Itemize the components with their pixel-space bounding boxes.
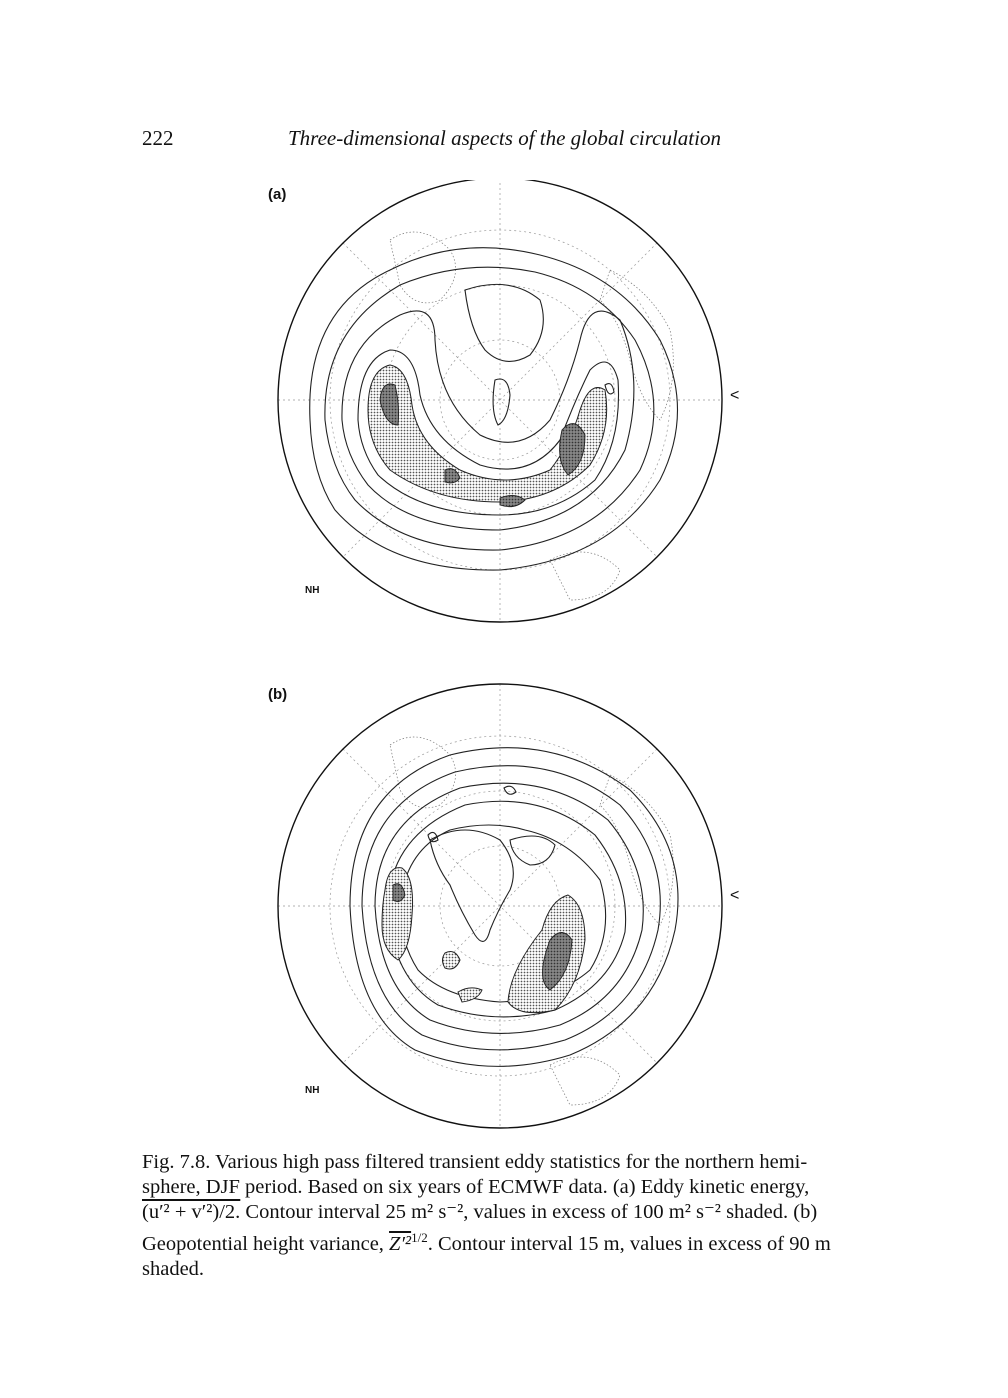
page-number: 222 bbox=[142, 126, 174, 150]
caption-line-5: shaded. bbox=[142, 1257, 205, 1280]
panel-label-b: (b) bbox=[268, 686, 288, 703]
caption-line-4 bbox=[142, 1225, 866, 1257]
variance-exponent: 1/2 bbox=[411, 1230, 428, 1245]
caption-line-1: Fig. 7.8. Various high pass filtered transient eddy statistics for the northern hemi- bbox=[142, 1151, 808, 1173]
shaded-regions-a bbox=[368, 365, 607, 507]
marker-a: < bbox=[730, 387, 740, 404]
eke-formula: (u′² + v′²)/2. bbox=[142, 1201, 241, 1223]
map-graticule-b bbox=[278, 684, 722, 1128]
map-graticule-a bbox=[278, 180, 722, 622]
caption-line-2: sphere, DJF period. Based on six years of ECMWF data. (a) Eddy kinetic energy, bbox=[142, 1176, 810, 1198]
caption-line-3 bbox=[142, 1200, 866, 1225]
variance-formula: Z′² bbox=[389, 1232, 412, 1255]
caption-line-3-rest: Contour interval 25 m² s⁻², values in excess of 100 m² s⁻² shaded. (b) bbox=[240, 1201, 818, 1223]
running-title: Three-dimensional aspects of the global circulation bbox=[288, 126, 721, 150]
hemisphere-label-b: NH bbox=[305, 1085, 320, 1096]
map-border-a bbox=[278, 180, 722, 622]
shaded-regions-b bbox=[382, 868, 585, 1013]
marker-b: < bbox=[730, 887, 740, 904]
figure-panel-b bbox=[250, 680, 750, 1140]
caption-line-4-start: Geopotential height variance, bbox=[142, 1232, 390, 1255]
figure-caption bbox=[142, 1150, 866, 1282]
caption-line-4-rest: . Contour interval 15 m, values in excess of 90 m bbox=[427, 1232, 831, 1255]
polar-map-a bbox=[250, 180, 750, 640]
page-header bbox=[142, 126, 882, 156]
figure-panel-a bbox=[250, 180, 750, 640]
panel-label-a: (a) bbox=[268, 186, 287, 203]
hemisphere-label-a: NH bbox=[305, 585, 320, 596]
contours-a bbox=[310, 248, 678, 570]
polar-map-b bbox=[250, 680, 750, 1140]
